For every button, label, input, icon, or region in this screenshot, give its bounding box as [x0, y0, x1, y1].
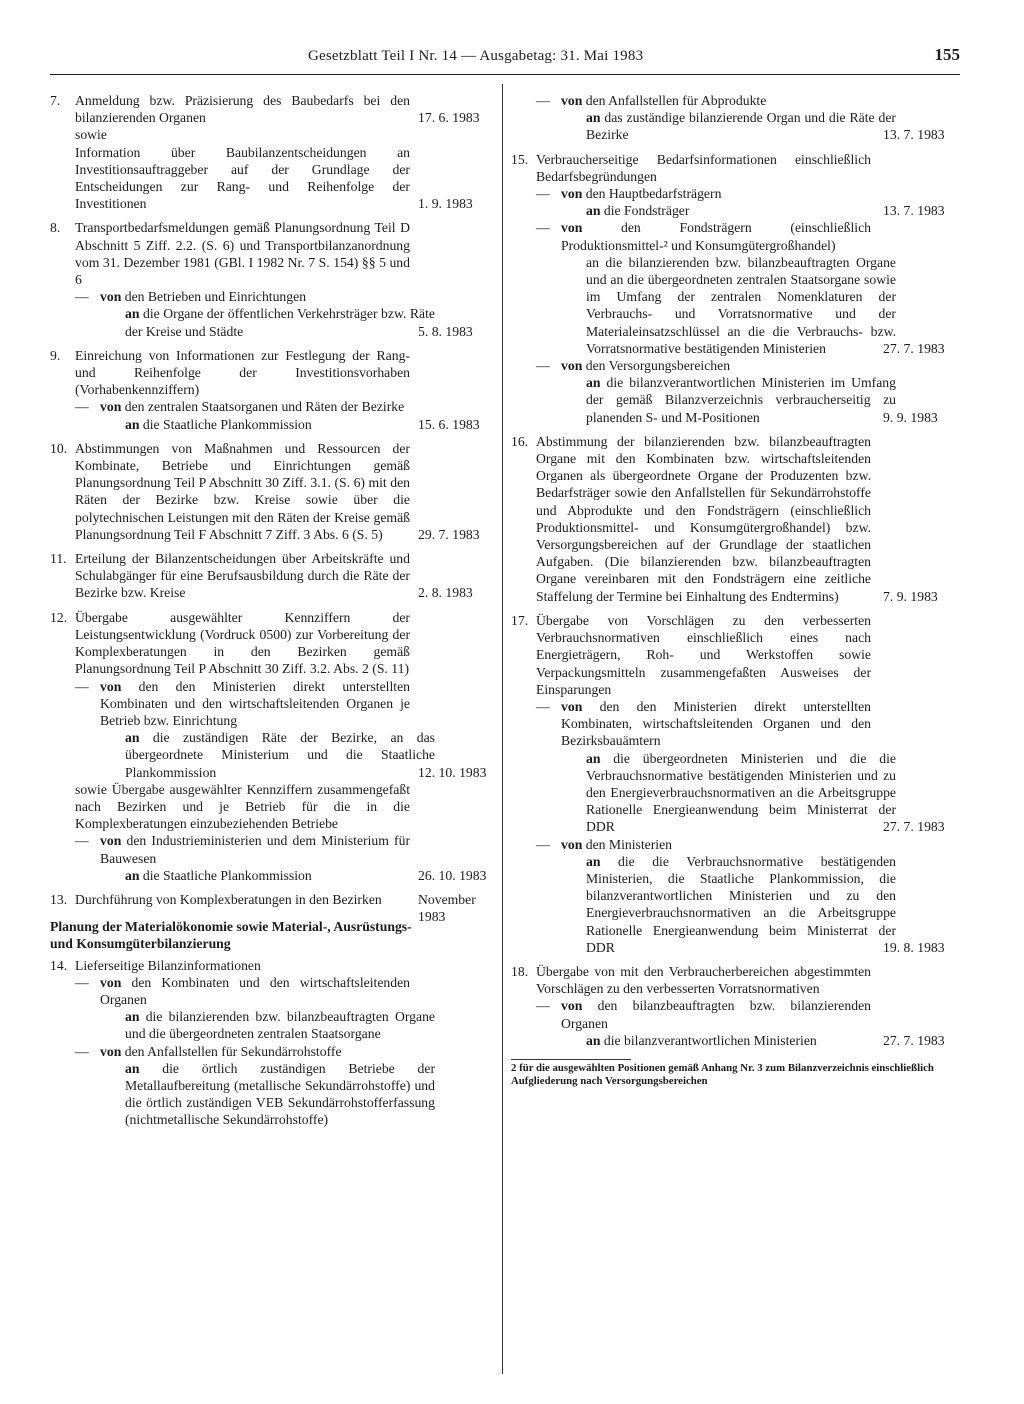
deadline-date: 12. 10. 1983: [418, 764, 487, 780]
entry-text: Abstimmungen von Maßnahmen und Ressourcen der Kombinate, Betriebe und Einrichtungen gemäß Planungsordnung Teil P Abschnitt 30 Ziff. 3.1. (S. 6) mit den Räten der Bezirke bzw. Kreise sowie über die polytechnischen Leistungen mit den Räten der Kreise gemäß Planungsordnung Teil F Abschnitt 7 Ziff. 3 Abs. 6 (S. 5): [75, 440, 410, 542]
entry-number: 9.: [50, 347, 61, 363]
entry-13: [50, 891, 496, 925]
sender-line: — von den Fondsträgern (einschließlich Produktionsmittel-² und Konsumgütergroßhandel): [536, 220, 871, 253]
entry-14-continued: [511, 92, 961, 144]
sender-line: — von den Kombinaten und den wirtschaftsleitenden Organen: [75, 974, 410, 1007]
entry-text: Anmeldung bzw. Präzisierung des Baubedarfs bei den bilanzierenden Organen: [75, 93, 410, 126]
entry-text: Übergabe von Vorschlägen zu den verbesserten Verbrauchsnormativen einschließlich eines nach Energieträgern, Roh- und Werkstoffen sowie Verpackungsmitteln zusammengefaßten Ausweises der Einsparungen: [536, 612, 871, 697]
entry-16: [511, 433, 961, 605]
recipient-line: an die Staatliche Plankommission 26. 10. 1983: [75, 867, 496, 884]
recipient-line: an die die Verbrauchsnormative bestätigenden Ministerien, die Staatliche Plankommission, die bilanzverantwortlichen Ministerien und zu den Energieverbrauchsnormativen an die Arbeitsgruppe Rationelle Energieanwendung beim Ministerrat der DDR 19. 8. 1983: [536, 853, 961, 956]
sender-line: — von den Hauptbedarfsträgern: [536, 186, 722, 202]
entry-11: [50, 550, 496, 602]
entry-10: [50, 440, 496, 543]
section-heading: Planung der Materialökonomie sowie Material-, Ausrüstungs- und Konsumgüterbilanzierung: [50, 919, 412, 952]
entry-number: 14.: [50, 957, 68, 973]
sender-line: — von den bilanzbeauftragten bzw. bilanzierenden Organen: [536, 998, 871, 1031]
recipient-line: an die örtlich zuständigen Betriebe der Metallaufbereitung (metallische Sekundärrohstoffe) und die örtlich zuständigen VEB Sekundärrohstofferfassung (nichtmetallische Sekundärrohstoffe): [125, 1060, 436, 1128]
deadline-date: 27. 7. 1983: [883, 340, 945, 356]
entry-number: 7.: [50, 93, 61, 108]
deadline-date: November 1983: [418, 891, 476, 925]
entry-18: [511, 963, 961, 1049]
entry-number: 8.: [50, 220, 61, 236]
entry-number: 10.: [50, 440, 68, 456]
recipient-line: an die zuständigen Räte der Bezirke, an das übergeordnete Ministerium und die Staatliche Plankommission 12. 10. 1983: [75, 729, 496, 781]
sender-line: — von den Betrieben und Einrichtungen: [75, 289, 307, 305]
sender-line: — von den Ministerien: [536, 836, 673, 852]
recipient-line: an die bilanzierenden bzw. bilanzbeauftragten Organe und die übergeordneten zentralen Staatsorgane: [125, 1009, 436, 1042]
entry-text: Verbraucherseitige Bedarfsinformationen einschließlich Bedarfsbegründungen: [536, 151, 871, 184]
recipient-line: an die bilanzierenden bzw. bilanzbeauftragten Organe und an die übergeordneten zentralen Staatsorgane sowie im Umfang der zentralen Nomenklaturen der Verbrauchs- und Vorratsnormative und der Materialeinsatzschlüssel an die die Verbrauchs- bzw. Vorratsnormative bestätigenden Ministerien 27. 7. 1983: [536, 254, 961, 357]
entry-14: [50, 957, 496, 1129]
deadline-date: 7. 9. 1983: [883, 588, 938, 604]
recipient-line: an die Organe der öffentlichen Verkehrsträger bzw. Räte der Kreise und Städte 5. 8. 1983: [75, 305, 496, 339]
entry-text: Erteilung der Bilanzentscheidungen über Arbeitskräfte und Schulabgänger für eine Berufsausbildung durch die Räte der Bezirke bzw. Kreise: [75, 551, 410, 601]
footnote-rule: [511, 1059, 631, 1060]
entry-9: [50, 347, 496, 433]
header-rule: [50, 74, 960, 75]
recipient-line: an das zuständige bilanzierende Organ und die Räte der Bezirke 13. 7. 1983: [536, 109, 961, 143]
recipient-line: an die Staatliche Plankommission 15. 6. 1983: [75, 416, 496, 433]
entry-text: sowie Übergabe ausgewählter Kennziffern zusammengefaßt nach Bezirken und je Betrieb für die in die Komplexberatungen einzubeziehenden Betriebe: [75, 781, 410, 832]
entry-text: Information über Baubilanzentscheidungen an Investitionsauftraggeber auf der Grundlage der Entscheidungen zur Rang- und Reihenfolge der Investitionen: [75, 144, 410, 212]
sender-line: — von den zentralen Staatsorganen und Räten der Bezirke: [75, 399, 405, 415]
deadline-date: 1. 9. 1983: [418, 196, 473, 212]
deadline-date: 26. 10. 1983: [418, 867, 487, 883]
entry-text: Abstimmung der bilanzierenden bzw. bilanzbeauftragten Organe mit den Kombinaten bzw. wirtschaftsleitenden Organen als übergeordnete Organe der Produzenten bzw. Bedarfsträger sowie den Anfallstellen für Sekundärrohstoffe und Abprodukte und den Fondsträgern (einschließlich Produktionsmittel- und Konsumgütergroßhandel) bzw. Versorgungsbereichen auf der Grundlage der staatlichen Aufgaben. (Die bilanzierenden bzw. bilanzbeauftragten Organe vereinbaren mit den Fondsträgern eine zeitliche Staffelung der Termine bei Einhaltung des Endtermins): [536, 433, 871, 604]
page-number: 155: [934, 45, 960, 64]
recipient-line: an die bilanzverantwortlichen Ministerien im Umfang der gemäß Bilanzverzeichnis verbraucherseitig zu planenden S- und M-Positionen 9. 9. 1983: [536, 374, 961, 426]
sender-line: — von den den Ministerien direkt unterstellten Kombinaten, wirtschaftsleitenden Organen und den Bezirksbauämtern: [536, 698, 871, 749]
entry-text: Übergabe von mit den Verbraucherbereichen abgestimmten Vorschlägen zu den verbesserten Vorratsnormativen: [536, 963, 871, 997]
deadline-date: 27. 7. 1983: [883, 1032, 945, 1048]
header-title: Gesetzblatt Teil I Nr. 14 — Ausgabetag: 31. Mai 1983: [308, 48, 644, 64]
entry-17: [511, 612, 961, 956]
right-column: [511, 92, 961, 1088]
recipient-line: an die bilanzverantwortlichen Ministerien 27. 7. 1983: [536, 1032, 961, 1049]
footnote: 2 für die ausgewählten Positionen gemäß Anhang Nr. 3 zum Bilanzverzeichnis einschließlich Aufgliederung nach Versorgungsbereichen: [511, 1061, 934, 1087]
entry-15: [511, 151, 961, 426]
sender-line: — von den Versorgungsbereichen: [536, 358, 731, 374]
entry-number: 11.: [50, 551, 67, 567]
entry-8: [50, 219, 496, 339]
deadline-date: 17. 6. 1983: [418, 110, 480, 126]
entry-text: Übergabe ausgewählter Kennziffern der Leistungsentwicklung (Vordruck 0500) zur Vorbereitung der Komplexberatungen in den Bezirken gemäß Planungsordnung Teil P Abschnitt 30 Ziff. 3.2. Abs. 2 (S. 11): [75, 609, 410, 677]
recipient-line: an die übergeordneten Ministerien und die die Verbrauchsnormative bestätigenden Ministerien und zu den Energieverbrauchsnormativen an die Arbeitsgruppe Rationelle Energieanwendung beim Ministerrat der DDR 27. 7. 1983: [536, 750, 961, 836]
deadline-date: 5. 8. 1983: [418, 323, 473, 339]
sender-line: — von den den Ministerien direkt unterstellten Kombinaten und den wirtschaftsleitenden Organen je Betrieb bzw. Einrichtung: [75, 678, 410, 728]
page-header: [50, 45, 960, 68]
entry-text: Transportbedarfsmeldungen gemäß Planungsordnung Teil D Abschnitt 5 Ziff. 2.2. (S. 6) und Transportbilanzanordnung vom 31. Dezember 1981 (GBl. I 1982 Nr. 7 S. 154) §§ 5 und 6: [75, 220, 410, 288]
deadline-date: 13. 7. 1983: [883, 203, 945, 219]
column-divider: [502, 84, 503, 1374]
left-column: [50, 92, 496, 1136]
entry-number: 13.: [50, 891, 68, 907]
sender-line: — von den Anfallstellen für Sekundärrohstoffe: [75, 1043, 342, 1059]
entry-number: 17.: [511, 612, 529, 628]
entry-7: [50, 92, 496, 212]
recipient-line: an die Fondsträger 13. 7. 1983: [536, 202, 961, 219]
entry-number: 16.: [511, 433, 529, 449]
entry-text: Einreichung von Informationen zur Festlegung der Rang- und Reihenfolge der Investitionsvorhaben (Vorhabenkennziffern): [75, 347, 410, 398]
entry-number: 18.: [511, 963, 529, 979]
entry-text: sowie: [75, 127, 107, 143]
deadline-date: 29. 7. 1983: [418, 526, 480, 542]
sender-line: — von den Anfallstellen für Abprodukte: [536, 93, 767, 108]
deadline-date: 9. 9. 1983: [883, 409, 938, 425]
entry-text: Durchführung von Komplexberatungen in den Bezirken: [75, 891, 382, 907]
deadline-date: 15. 6. 1983: [418, 416, 480, 432]
entry-number: 15.: [511, 151, 529, 167]
entry-text: Lieferseitige Bilanzinformationen: [75, 957, 261, 973]
sender-line: — von den Industrieministerien und dem Ministerium für Bauwesen: [75, 833, 411, 866]
deadline-date: 27. 7. 1983: [883, 819, 945, 835]
deadline-date: 2. 8. 1983: [418, 585, 473, 601]
deadline-date: 19. 8. 1983: [883, 939, 945, 955]
entry-number: 12.: [50, 609, 68, 625]
deadline-date: 13. 7. 1983: [883, 127, 945, 143]
entry-12: [50, 609, 496, 884]
